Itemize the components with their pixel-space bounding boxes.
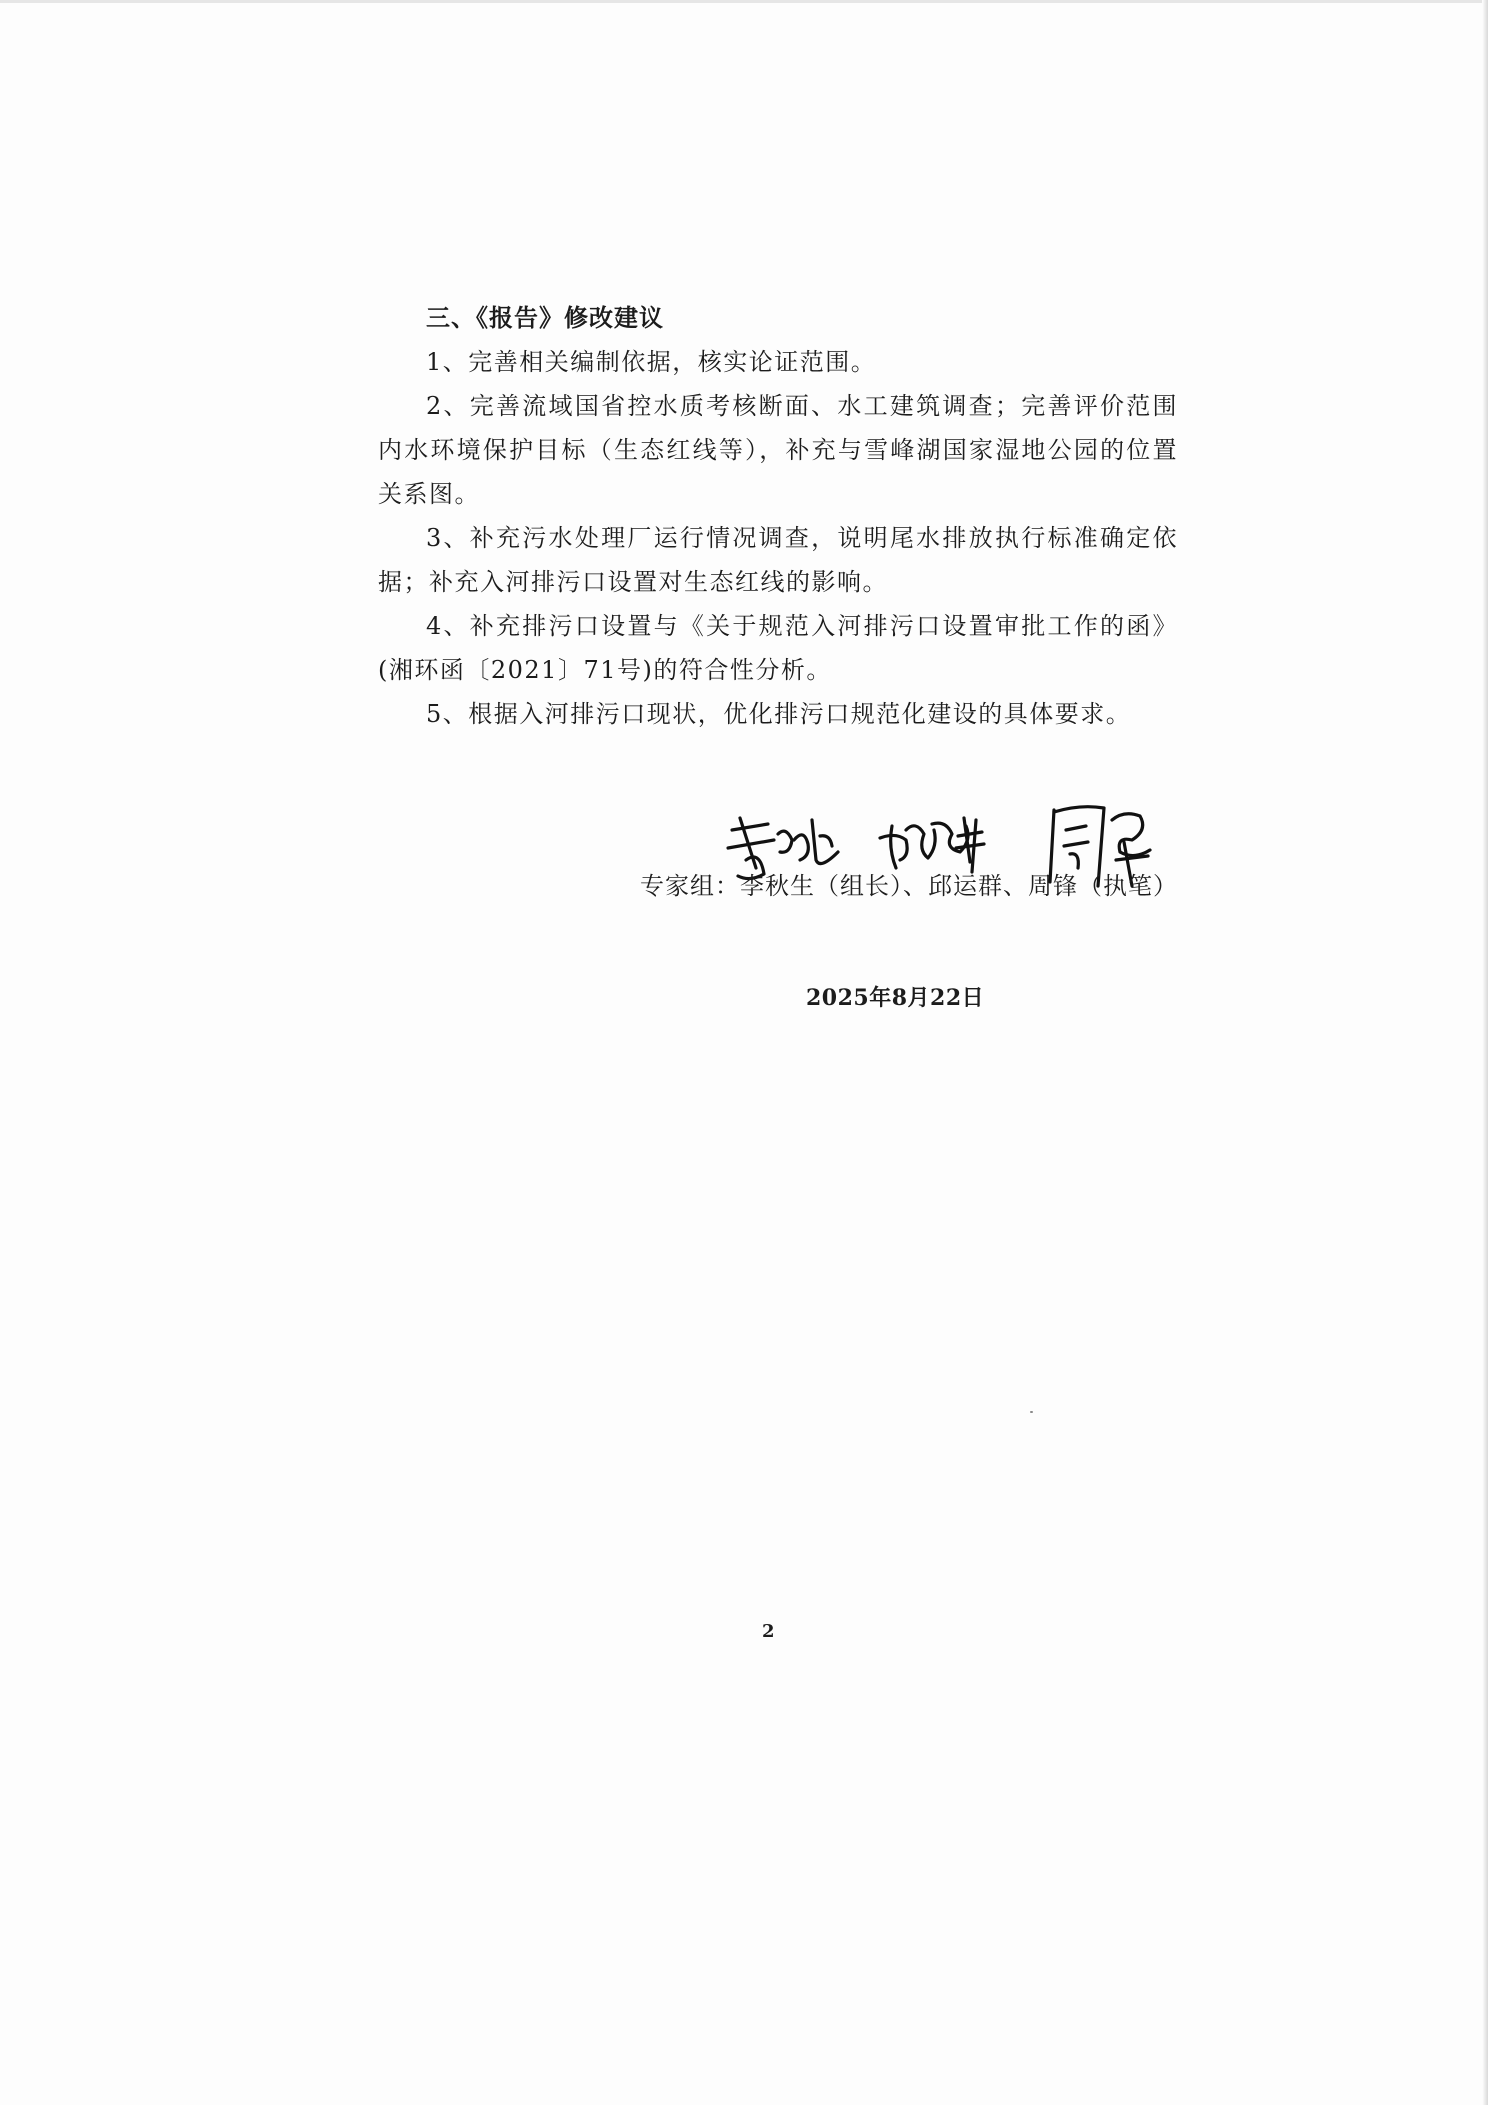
page-right-edge: [1482, 0, 1488, 2105]
document-date: 2025年8月22日: [806, 985, 985, 1011]
page-top-edge: [0, 0, 1488, 3]
scan-speck: [1030, 1411, 1033, 1413]
document-body: [378, 296, 1178, 736]
list-item: 2、完善流域国省控水质考核断面、水工建筑调查；完善评价范围内水环境保护目标（生态红线等），补充与雪峰湖国家湿地公园的位置关系图。: [378, 392, 1178, 508]
list-item: 5、根据入河排污口现状，优化排污口规范化建设的具体要求。: [426, 700, 1132, 728]
page-number: 2: [762, 1621, 775, 1642]
list-item: 3、补充污水处理厂运行情况调查，说明尾水排放执行标准确定依据；补充入河排污口设置对生态红线的影响。: [378, 524, 1178, 596]
list-item: 1、完善相关编制依据，核实论证范围。: [426, 348, 877, 376]
signature-2: [880, 818, 984, 872]
section-heading: 三、《报告》修改建议: [426, 303, 664, 332]
list-item: 4、补充排污口设置与《关于规范入河排污口设置审批工作的函》(湘环函〔2021〕71号)的符合性分析。: [378, 612, 1178, 684]
expert-group-line: 专家组：李秋生（组长）、邱运群、周锋（执笔）: [640, 872, 1178, 900]
